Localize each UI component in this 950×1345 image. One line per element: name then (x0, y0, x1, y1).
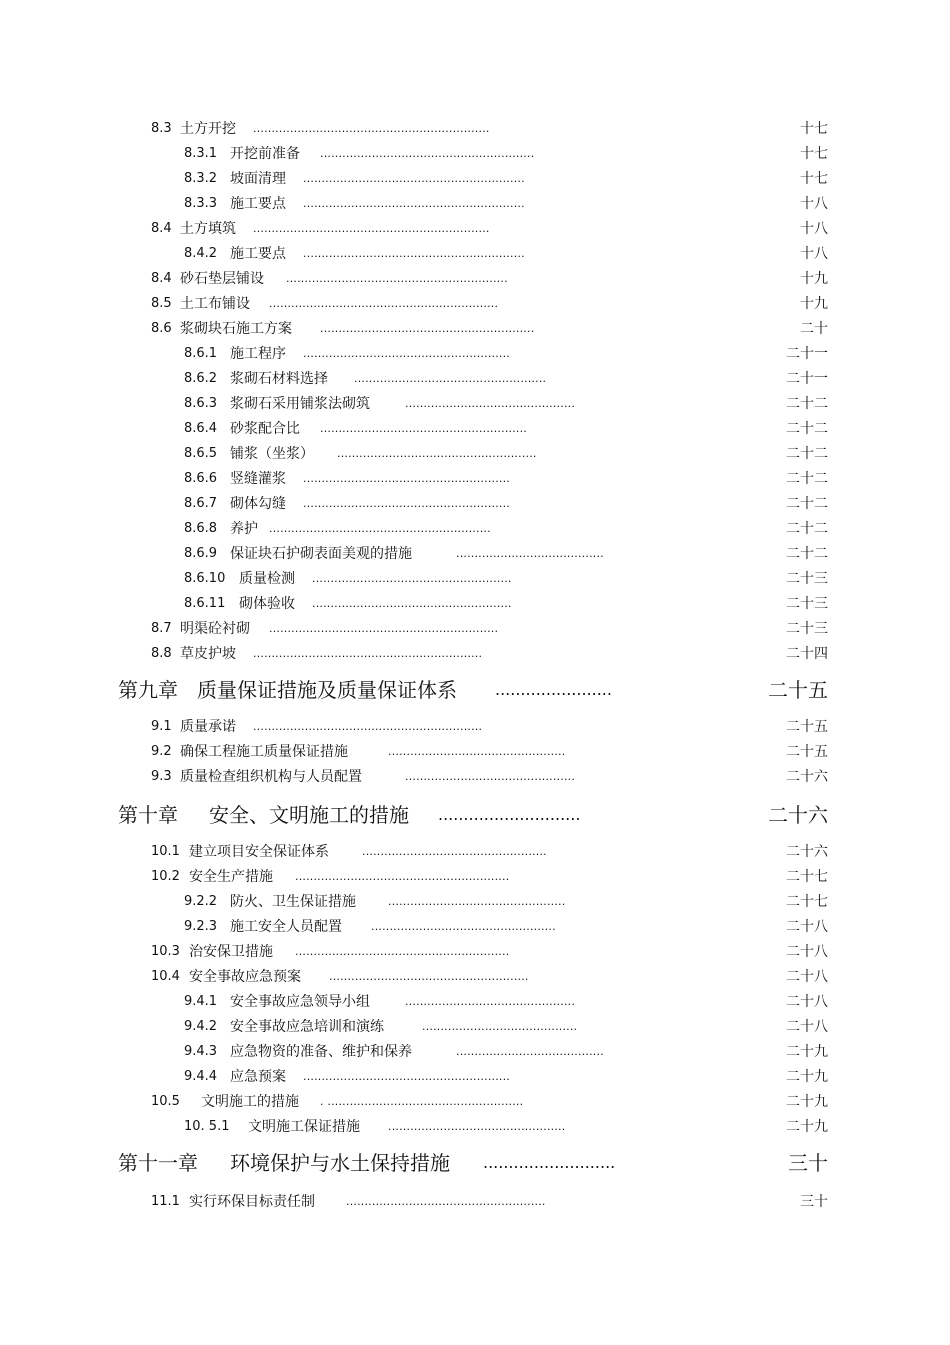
dot-leader: .............................................................. (269, 622, 499, 635)
dot-leader: .......................................................... (295, 870, 510, 883)
page-number: 二十二 (786, 471, 828, 487)
entry-number: 8.6.6 (184, 471, 218, 486)
entry-title: 文明施工的措施 (201, 1094, 299, 1110)
dot-leader: ................................................ (388, 895, 566, 908)
dot-leader: .............................................. (405, 770, 576, 783)
entry-number: 8.3 (151, 121, 172, 136)
page-number: 二十九 (786, 1044, 828, 1060)
entry-title: 防火、卫生保证措施 (230, 894, 356, 910)
page-number: 二十六 (786, 769, 828, 785)
page-number: 二十四 (786, 646, 828, 662)
page-number: 十八 (800, 196, 828, 212)
page-number: 三十 (788, 1151, 828, 1175)
entry-number: 9.2 (151, 744, 172, 759)
toc-entry[interactable] (0, 617, 950, 641)
chapter-number: 第十一章 (118, 1151, 198, 1175)
page-number: 二十七 (786, 869, 828, 885)
toc-entry[interactable] (0, 1065, 950, 1089)
page-number: 二十三 (786, 621, 828, 637)
entry-title: 质量检测 (239, 571, 295, 587)
toc-entry[interactable] (0, 740, 950, 764)
dot-leader: .............................................. (405, 397, 576, 410)
dot-leader: ........................................................ (303, 347, 511, 360)
chapter-heading[interactable] (0, 797, 950, 833)
page-number: 二十二 (786, 496, 828, 512)
toc-entry[interactable] (0, 367, 950, 391)
chapter-title: 环境保护与水土保持措施 (230, 1151, 450, 1175)
toc-entry[interactable] (0, 715, 950, 739)
entry-title: 竖缝灌浆 (230, 471, 286, 487)
page-number: 二十五 (786, 744, 828, 760)
toc-entry[interactable] (0, 392, 950, 416)
entry-title: 土工布铺设 (180, 296, 250, 312)
page-number: 二十六 (768, 803, 828, 827)
entry-number: 8.5 (151, 296, 172, 311)
entry-number: 8.4 (151, 221, 172, 236)
entry-number: 8.6.5 (184, 446, 218, 461)
dot-leader: ...................................................... (312, 597, 512, 610)
toc-entry[interactable] (0, 117, 950, 141)
toc-entry[interactable] (0, 990, 950, 1014)
page-number: 二十 (800, 321, 828, 337)
page-number: 二十一 (786, 371, 828, 387)
dot-leader: ........................................................ (303, 472, 511, 485)
entry-number: 8.6.8 (184, 521, 218, 536)
dot-leader: .................................................. (371, 920, 556, 933)
entry-number: 10.3 (151, 944, 180, 959)
chapter-number: 第九章 (118, 678, 178, 702)
page-number: 二十三 (786, 596, 828, 612)
entry-title: 质量承诺 (180, 719, 236, 735)
entry-number: 8.6.1 (184, 346, 218, 361)
dot-leader: ............................................................ (269, 522, 491, 535)
entry-number: 8.6.11 (184, 596, 226, 611)
dot-leader: ................................................ (388, 745, 566, 758)
page-number: 十八 (800, 221, 828, 237)
entry-title: 砌体勾缝 (230, 496, 286, 512)
entry-number: 8.6 (151, 321, 172, 336)
entry-number: 9.4.4 (184, 1069, 218, 1084)
entry-title: 明渠砼衬砌 (180, 621, 250, 637)
entry-title: 开挖前准备 (230, 146, 300, 162)
entry-title: 确保工程施工质量保证措施 (180, 744, 348, 760)
entry-number: 10.5 (151, 1094, 180, 1109)
entry-title: 浆砌块石施工方案 (180, 321, 292, 337)
entry-number: 8.3.1 (184, 146, 218, 161)
page-number: 二十六 (786, 844, 828, 860)
dot-leader: .......................................................... (320, 147, 535, 160)
entry-title: 文明施工保证措施 (248, 1119, 360, 1135)
page-number: 二十二 (786, 421, 828, 437)
entry-title: 浆砌石材料选择 (230, 371, 328, 387)
entry-title: 砌体验收 (239, 596, 295, 612)
entry-number: 8.6.10 (184, 571, 226, 586)
entry-title: 安全事故应急领导小组 (230, 994, 370, 1010)
dot-leader: ........................................................ (303, 497, 511, 510)
entry-number: 8.3.2 (184, 171, 218, 186)
toc-entry[interactable] (0, 765, 950, 789)
toc-entry[interactable] (0, 542, 950, 566)
dot-leader: ...................................................... (337, 447, 537, 460)
entry-number: 11.1 (151, 1194, 180, 1209)
page-number: 三十 (800, 1194, 828, 1210)
dot-leader: .......................................................... (295, 945, 510, 958)
toc-entry[interactable] (0, 292, 950, 316)
dot-leader: ................................................................ (253, 122, 490, 135)
page-number: 二十八 (786, 994, 828, 1010)
dot-leader: .......................................................... (320, 322, 535, 335)
entry-number: 10.2 (151, 869, 180, 884)
toc-entry[interactable] (0, 142, 950, 166)
entry-number: 8.6.3 (184, 396, 218, 411)
dot-leader: ............................................................ (303, 247, 525, 260)
page-number: 二十八 (786, 1019, 828, 1035)
page-number: 二十八 (786, 944, 828, 960)
entry-number: 9.4.3 (184, 1044, 218, 1059)
dot-leader: .................................................... (354, 372, 547, 385)
entry-title: 土方填筑 (180, 221, 236, 237)
entry-title: 草皮护坡 (180, 646, 236, 662)
dot-leader: .................................................. (362, 845, 547, 858)
dot-leader: ....................... (495, 680, 612, 699)
entry-title: 施工要点 (230, 196, 286, 212)
dot-leader: ............................ (438, 805, 581, 824)
dot-leader: ........................................................ (303, 1070, 511, 1083)
page-number: 十八 (800, 246, 828, 262)
dot-leader: ........................................ (456, 547, 604, 560)
entry-number: 8.6.4 (184, 421, 218, 436)
entry-title: 安全生产措施 (189, 869, 273, 885)
entry-number: 10. 5.1 (184, 1119, 230, 1134)
entry-title: 安全事故应急预案 (189, 969, 301, 985)
toc-entry[interactable] (0, 417, 950, 441)
entry-title: 坡面清理 (230, 171, 286, 187)
entry-title: 实行环保目标责任制 (189, 1194, 315, 1210)
page-number: 二十九 (786, 1119, 828, 1135)
chapter-heading[interactable] (0, 672, 950, 708)
page-number: 二十八 (786, 919, 828, 935)
toc-entry[interactable] (0, 267, 950, 291)
dot-leader: .............................................................. (253, 720, 483, 733)
dot-leader: ................................................................ (253, 222, 490, 235)
toc-entry[interactable] (0, 467, 950, 491)
entry-title: 建立项目安全保证体系 (189, 844, 329, 860)
entry-number: 10.4 (151, 969, 180, 984)
entry-title: 铺浆（坐浆） (230, 446, 314, 462)
entry-title: 土方开挖 (180, 121, 236, 137)
page-number: 二十一 (786, 346, 828, 362)
toc-entry[interactable] (0, 940, 950, 964)
toc-entry[interactable] (0, 1115, 950, 1139)
chapter-title: 安全、文明施工的措施 (209, 803, 409, 827)
entry-title: 养护 (230, 521, 258, 537)
dot-leader: ............................................................ (303, 172, 525, 185)
entry-number: 8.4 (151, 271, 172, 286)
toc-entry[interactable] (0, 192, 950, 216)
chapter-heading[interactable] (0, 1145, 950, 1181)
toc-entry[interactable] (0, 642, 950, 666)
toc-entry[interactable] (0, 1015, 950, 1039)
toc-entry[interactable] (0, 342, 950, 366)
entry-number: 8.7 (151, 621, 172, 636)
toc-entry[interactable] (0, 217, 950, 241)
entry-title: 施工安全人员配置 (230, 919, 342, 935)
page-number: 二十二 (786, 521, 828, 537)
toc-entry[interactable] (0, 915, 950, 939)
page-number: 十九 (800, 271, 828, 287)
entry-title: 施工程序 (230, 346, 286, 362)
dot-leader: ...................................................... (312, 572, 512, 585)
dot-leader: . ..................................................... (320, 1095, 524, 1108)
page-number: 二十八 (786, 969, 828, 985)
entry-number: 10.1 (151, 844, 180, 859)
page-number: 二十九 (786, 1069, 828, 1085)
page-number: 二十二 (786, 546, 828, 562)
entry-title: 治安保卫措施 (189, 944, 273, 960)
page-number: 二十七 (786, 894, 828, 910)
toc-entry[interactable] (0, 517, 950, 541)
dot-leader: ...................................................... (329, 970, 529, 983)
dot-leader: ...................................................... (346, 1195, 546, 1208)
page-number: 二十九 (786, 1094, 828, 1110)
entry-title: 砂浆配合比 (230, 421, 300, 437)
entry-number: 9.4.2 (184, 1019, 218, 1034)
entry-title: 浆砌石采用铺浆法砌筑 (230, 396, 370, 412)
dot-leader: ........................................................ (320, 422, 528, 435)
dot-leader: .............................................................. (253, 647, 483, 660)
entry-title: 保证块石护砌表面美观的措施 (230, 546, 412, 562)
dot-leader: .......................... (483, 1153, 616, 1172)
page-number: 二十二 (786, 396, 828, 412)
dot-leader: .......................................... (422, 1020, 578, 1033)
entry-number: 8.3.3 (184, 196, 218, 211)
entry-number: 8.6.9 (184, 546, 218, 561)
dot-leader: .............................................................. (269, 297, 499, 310)
entry-title: 施工要点 (230, 246, 286, 262)
page-number: 二十五 (786, 719, 828, 735)
toc-entry[interactable] (0, 242, 950, 266)
entry-number: 8.6.2 (184, 371, 218, 386)
dot-leader: ........................................ (456, 1045, 604, 1058)
toc-entry[interactable] (0, 567, 950, 591)
toc-entry[interactable] (0, 167, 950, 191)
toc-entry[interactable] (0, 965, 950, 989)
entry-number: 9.2.2 (184, 894, 218, 909)
toc-entry[interactable] (0, 1190, 950, 1214)
toc-entry[interactable] (0, 890, 950, 914)
page-number: 二十五 (768, 678, 828, 702)
entry-number: 8.4.2 (184, 246, 218, 261)
page-number: 十七 (800, 146, 828, 162)
toc-entry[interactable] (0, 492, 950, 516)
dot-leader: ................................................ (388, 1120, 566, 1133)
entry-number: 9.3 (151, 769, 172, 784)
entry-number: 8.8 (151, 646, 172, 661)
toc-entry[interactable] (0, 1090, 950, 1114)
toc-entry[interactable] (0, 442, 950, 466)
entry-number: 9.1 (151, 719, 172, 734)
page-number: 二十二 (786, 446, 828, 462)
entry-title: 应急预案 (230, 1069, 286, 1085)
toc-entry[interactable] (0, 840, 950, 864)
toc-entry[interactable] (0, 317, 950, 341)
toc-entry[interactable] (0, 865, 950, 889)
dot-leader: .............................................. (405, 995, 576, 1008)
entry-title: 砂石垫层铺设 (180, 271, 264, 287)
toc-entry[interactable] (0, 592, 950, 616)
entry-number: 9.4.1 (184, 994, 218, 1009)
entry-number: 9.2.3 (184, 919, 218, 934)
page-number: 十九 (800, 296, 828, 312)
entry-title: 应急物资的准备、维护和保养 (230, 1044, 412, 1060)
page-number: 二十三 (786, 571, 828, 587)
page-number: 十七 (800, 121, 828, 137)
chapter-title: 质量保证措施及质量保证体系 (197, 678, 457, 702)
chapter-number: 第十章 (118, 803, 178, 827)
entry-number: 8.6.7 (184, 496, 218, 511)
dot-leader: ............................................................ (286, 272, 508, 285)
toc-entry[interactable] (0, 1040, 950, 1064)
entry-title: 质量检查组织机构与人员配置 (180, 769, 362, 785)
dot-leader: ............................................................ (303, 197, 525, 210)
page-number: 十七 (800, 171, 828, 187)
entry-title: 安全事故应急培训和演练 (230, 1019, 384, 1035)
